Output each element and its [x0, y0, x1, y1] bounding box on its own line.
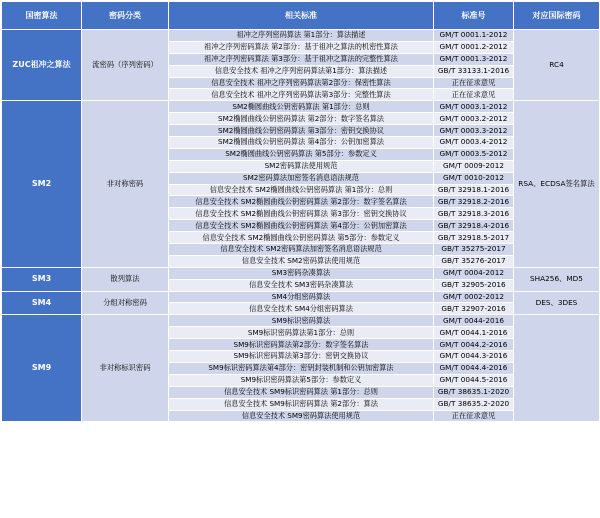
table-row: [2, 267, 600, 279]
standard-number-cell: GB/T 32918.3-2016: [434, 208, 514, 220]
standard-name-cell: 信息安全技术 祖冲之序列密码算法第1部分：算法描述: [169, 65, 434, 77]
standard-number-cell: GB/T 33133.1-2016: [434, 65, 514, 77]
algorithm-cell: ZUC祖冲之算法: [2, 30, 82, 101]
standard-name-cell: SM2椭圆曲线公钥密码算法 第3部分：密钥交换协议: [169, 125, 434, 137]
standard-number-cell: GM/T 0010-2012: [434, 172, 514, 184]
standard-name-cell: 信息安全技术 祖冲之序列密码算法第3部分：完整性算法: [169, 89, 434, 101]
standard-name-cell: 信息安全技术 SM9密码算法使用规范: [169, 410, 434, 422]
standard-name-cell: SM9标识密码算法第2部分：数字签名算法: [169, 339, 434, 351]
standard-name-cell: 祖冲之序列密码算法 第2部分：基于祖冲之算法的机密性算法: [169, 41, 434, 53]
international-equivalent-cell: RC4: [514, 30, 600, 101]
standard-name-cell: 信息安全技术 SM2椭圆曲线公钥密码算法 第5部分：参数定义: [169, 232, 434, 244]
table-row: [2, 30, 600, 42]
standard-number-cell: GB/T 32918.1-2016: [434, 184, 514, 196]
standard-name-cell: SM9标识密码算法第4部分：密钥封装机制和公钥加密算法: [169, 362, 434, 374]
standard-name-cell: 信息安全技术 SM2密码算法使用规范: [169, 255, 434, 267]
standard-number-cell: GB/T 32905-2016: [434, 279, 514, 291]
header-row: [2, 2, 600, 30]
standard-name-cell: SM9标识密码算法第5部分：参数定义: [169, 374, 434, 386]
standard-number-cell: GM/T 0044.4-2016: [434, 362, 514, 374]
header-algorithm: 国密算法: [2, 2, 82, 30]
standard-number-cell: 正在征求意见: [434, 77, 514, 89]
standard-number-cell: GM/T 0044-2016: [434, 315, 514, 327]
standard-number-cell: GB/T 32918.4-2016: [434, 220, 514, 232]
category-cell: 流密码（序列密码）: [82, 30, 169, 101]
crypto-standards-table: [1, 1, 600, 422]
standard-name-cell: 信息安全技术 SM4分组密码算法: [169, 303, 434, 315]
standard-number-cell: GB/T 35276-2017: [434, 255, 514, 267]
standard-name-cell: SM2椭圆曲线公钥密码算法 第1部分：总则: [169, 101, 434, 113]
standard-name-cell: 祖冲之序列密码算法 第1部分：算法描述: [169, 30, 434, 42]
category-cell: 散列算法: [82, 267, 169, 291]
international-equivalent-cell: DES、3DES: [514, 291, 600, 315]
standard-number-cell: GB/T 32918.5-2017: [434, 232, 514, 244]
standard-name-cell: SM2椭圆曲线公钥密码算法 第2部分：数字签名算法: [169, 113, 434, 125]
standard-name-cell: SM9标识密码算法第3部分：密钥交换协议: [169, 351, 434, 363]
standard-number-cell: GM/T 0009-2012: [434, 160, 514, 172]
table-row: [2, 101, 600, 113]
standard-name-cell: SM3密码杂凑算法: [169, 267, 434, 279]
table-row: [2, 315, 600, 327]
standard-number-cell: GB/T 35275-2017: [434, 244, 514, 256]
standard-name-cell: 信息安全技术 祖冲之序列密码算法第2部分：保密性算法: [169, 77, 434, 89]
standard-number-cell: GB/T 32918.2-2016: [434, 196, 514, 208]
header-international: 对应国际密码: [514, 2, 600, 30]
standard-number-cell: 正在征求意见: [434, 89, 514, 101]
standard-name-cell: 信息安全技术 SM3密码杂凑算法: [169, 279, 434, 291]
standard-number-cell: GM/T 0004-2012: [434, 267, 514, 279]
standard-name-cell: SM2椭圆曲线公钥密码算法 第4部分：公钥加密算法: [169, 137, 434, 149]
standard-name-cell: SM2密码算法加密签名消息语法规范: [169, 172, 434, 184]
standard-number-cell: GM/T 0002-2012: [434, 291, 514, 303]
standard-name-cell: 信息安全技术 SM2椭圆曲线公钥密码算法 第1部分：总则: [169, 184, 434, 196]
standard-number-cell: GM/T 0001.1-2012: [434, 30, 514, 42]
standard-name-cell: SM9标识密码算法第1部分：总则: [169, 327, 434, 339]
standard-name-cell: 信息安全技术 SM2椭圆曲线公钥密码算法 第2部分：数字签名算法: [169, 196, 434, 208]
category-cell: 分组对称密码: [82, 291, 169, 315]
standard-number-cell: GM/T 0003.2-2012: [434, 113, 514, 125]
standard-name-cell: 信息安全技术 SM2椭圆曲线公钥密码算法 第4部分：公钥加密算法: [169, 220, 434, 232]
standard-number-cell: GM/T 0044.3-2016: [434, 351, 514, 363]
algorithm-cell: SM2: [2, 101, 82, 267]
standard-number-cell: GM/T 0044.5-2016: [434, 374, 514, 386]
standard-name-cell: 信息安全技术 SM9标识密码算法 第2部分：算法: [169, 398, 434, 410]
standard-number-cell: GM/T 0001.3-2012: [434, 53, 514, 65]
algorithm-cell: SM9: [2, 315, 82, 422]
standard-number-cell: GM/T 0003.3-2012: [434, 125, 514, 137]
standard-number-cell: GB/T 38635.1-2020: [434, 386, 514, 398]
standard-number-cell: GM/T 0003.4-2012: [434, 137, 514, 149]
standard-number-cell: GM/T 0044.2-2016: [434, 339, 514, 351]
standard-name-cell: 信息安全技术 SM2椭圆曲线公钥密码算法 第3部分：密钥交换协议: [169, 208, 434, 220]
international-equivalent-cell: RSA、ECDSA签名算法: [514, 101, 600, 267]
category-cell: 非对称密码: [82, 101, 169, 267]
standard-name-cell: 信息安全技术 SM9标识密码算法 第1部分：总则: [169, 386, 434, 398]
international-equivalent-cell: [514, 315, 600, 422]
category-cell: 非对称标识密码: [82, 315, 169, 422]
standard-name-cell: SM2椭圆曲线公钥密码算法 第5部分：参数定义: [169, 148, 434, 160]
table-row: [2, 291, 600, 303]
standard-number-cell: GM/T 0003.1-2012: [434, 101, 514, 113]
standard-number-cell: GB/T 38635.2-2020: [434, 398, 514, 410]
header-standard: 相关标准: [169, 2, 434, 30]
header-category: 密码分类: [82, 2, 169, 30]
algorithm-cell: SM3: [2, 267, 82, 291]
table-body: [2, 30, 600, 422]
standard-name-cell: 祖冲之序列密码算法 第3部分：基于祖冲之算法的完整性算法: [169, 53, 434, 65]
standard-name-cell: SM2密码算法使用规范: [169, 160, 434, 172]
standard-number-cell: 正在征求意见: [434, 410, 514, 422]
standard-name-cell: SM4分组密码算法: [169, 291, 434, 303]
standard-number-cell: GM/T 0044.1-2016: [434, 327, 514, 339]
international-equivalent-cell: SHA256、MD5: [514, 267, 600, 291]
standard-name-cell: SM9标识密码算法: [169, 315, 434, 327]
standard-number-cell: GM/T 0003.5-2012: [434, 148, 514, 160]
header-standard-number: 标准号: [434, 2, 514, 30]
standard-name-cell: 信息安全技术 SM2密码算法加密签名消息语法规范: [169, 244, 434, 256]
standard-number-cell: GM/T 0001.2-2012: [434, 41, 514, 53]
algorithm-cell: SM4: [2, 291, 82, 315]
standard-number-cell: GB/T 32907-2016: [434, 303, 514, 315]
